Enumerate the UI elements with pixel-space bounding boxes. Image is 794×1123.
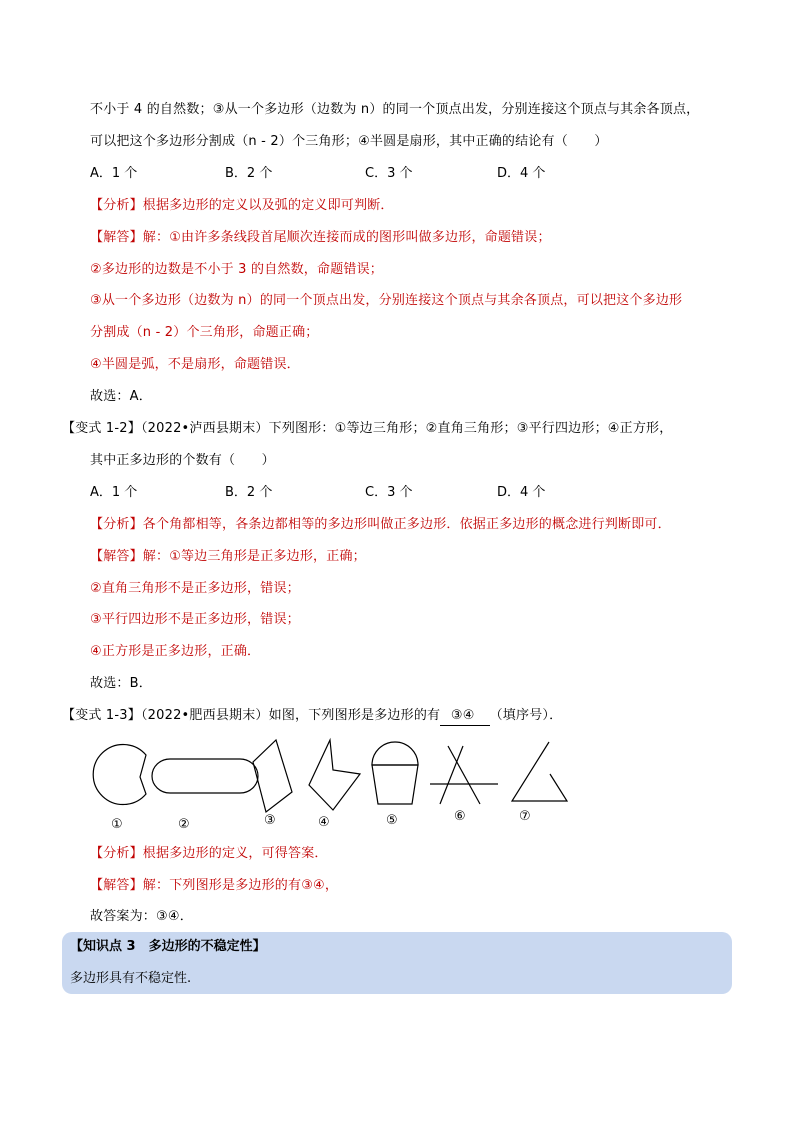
- option-b: B．2 个: [225, 485, 273, 500]
- solution-line: ③从一个多边形（边数为 n）的同一个顶点出发，分别连接这个顶点与其余各顶点，可以把这个多边形: [90, 293, 683, 308]
- answer-blank: [440, 707, 489, 726]
- shape-circle-sector: [93, 745, 146, 805]
- knowledge-point-box: [62, 932, 732, 994]
- analysis-text: 【分析】根据多边形的定义以及弧的定义即可判断．: [90, 198, 394, 213]
- shape-concave-quadrilateral: [309, 740, 360, 810]
- question-stem: [62, 707, 562, 726]
- figure-label: ④: [318, 815, 330, 830]
- solution-line: 【解答】解：①等边三角形是正多边形，正确；: [90, 549, 366, 564]
- question-text-line: 不小于 4 的自然数；③从一个多边形（边数为 n）的同一个顶点出发，分别连接这个顶点与其余各顶点，: [90, 102, 700, 117]
- figure-label: ⑦: [519, 809, 531, 824]
- figure-label: ①: [111, 817, 123, 832]
- analysis-text: 【分析】各个角都相等，各条边都相等的多边形叫做正多边形．依据正多边形的概念进行判断即可．: [90, 517, 671, 532]
- shape-semicircle: [372, 742, 418, 765]
- option-a: A．1 个: [90, 485, 138, 500]
- shapes-figure: [80, 734, 580, 834]
- option-c: C．3 个: [365, 485, 413, 500]
- knowledge-point-body: 多边形具有不稳定性.: [70, 971, 192, 986]
- figure-label: ⑥: [454, 809, 466, 824]
- answer-text: 故选：B．: [90, 676, 152, 691]
- question-text-line: 可以把这个多边形分割成（n - 2）个三角形；④半圆是扇形，其中正确的结论有（ ）: [90, 134, 608, 149]
- shape-rounded-hexagon: [152, 759, 258, 793]
- shape-line: [448, 746, 480, 804]
- blank-answer: ③④: [450, 708, 475, 723]
- answer-text: 故答案为：③④．: [90, 909, 193, 924]
- shape-open-triangle: [512, 742, 567, 801]
- answer-text: 故选：A．: [90, 389, 152, 404]
- shape-line: [440, 746, 463, 804]
- solution-line: 分割成（n - 2）个三角形，命题正确；: [90, 325, 319, 340]
- analysis-text: 【分析】根据多边形的定义，可得答案．: [90, 846, 328, 861]
- solution-line: 【解答】解：下列图形是多边形的有③④，: [90, 878, 339, 893]
- question-stem: 其中正多边形的个数有（ ）: [90, 453, 275, 468]
- figure-label: ③: [264, 813, 276, 828]
- option-b: B．2 个: [225, 166, 273, 181]
- figure-label: ⑤: [386, 813, 398, 828]
- shape-trapezoid: [372, 765, 418, 804]
- option-d: D．4 个: [497, 166, 546, 181]
- knowledge-point-title: 【知识点 3 多边形的不稳定性】: [70, 939, 266, 954]
- solution-line: ③平行四边形不是正多边形，错误；: [90, 612, 300, 627]
- solution-line: ④正方形是正多边形，正确．: [90, 644, 261, 659]
- option-c: C．3 个: [365, 166, 413, 181]
- solution-line: ②直角三角形不是正多边形，错误；: [90, 581, 300, 596]
- option-d: D．4 个: [497, 485, 546, 500]
- solution-line: ②多边形的边数是不小于 3 的自然数，命题错误；: [90, 262, 383, 277]
- stem-after: （填序号）．: [489, 708, 563, 723]
- stem-before: 【变式 1-3】（2022•肥西县期末）如图，下列图形是多边形的有: [62, 708, 441, 723]
- question-stem: 【变式 1-2】（2022•泸西县期末）下列图形：①等边三角形；②直角三角形；③平行四边形；④正方形，: [62, 421, 673, 436]
- option-a: A．1 个: [90, 166, 138, 181]
- solution-line: 【解答】解：①由许多条线段首尾顺次连接而成的图形叫做多边形，命题错误；: [90, 230, 551, 245]
- figure-label: ②: [178, 817, 190, 832]
- shape-quadrilateral: [253, 740, 292, 812]
- solution-line: ④半圆是弧，不是扇形，命题错误．: [90, 357, 300, 372]
